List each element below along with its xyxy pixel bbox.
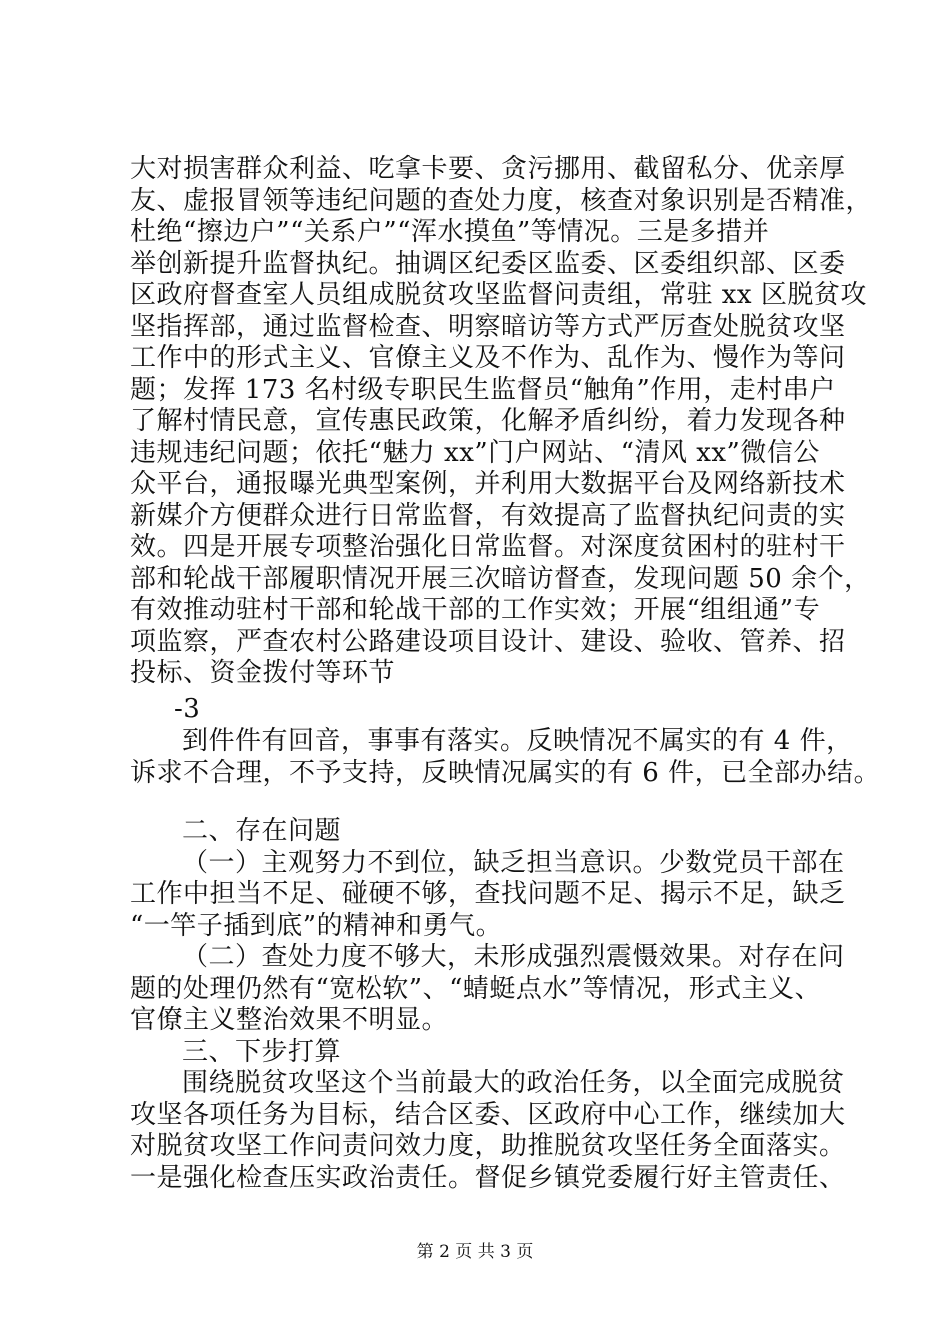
text-line: 坚指挥部，通过监督检查、明察暗访等方式严厉查处脱贫攻坚 [130,311,846,342]
text-line: 违规违纪问题；依托“魅力 xx”门户网站、“清风 xx”微信公 [130,437,820,468]
text-line: “一竿子插到底”的精神和勇气。 [130,910,503,941]
page-marker-block [130,694,850,726]
text-line: 围绕脱贫攻坚这个当前最大的政治任务，以全面完成脱贫 [182,1068,845,1098]
section-problems [130,816,850,1194]
page-marker: -3 [174,694,201,724]
text-line: 诉求不合理，不予支持，反映情况属实的有 6 件，已全部办结。 [130,757,881,788]
text-line: 众平台，通报曝光典型案例，并利用大数据平台及网络新技术 [130,469,846,499]
text-line: （一）主观努力不到位，缺乏担当意识。少数党员干部在 [182,847,845,878]
text-line: 友、虚报冒领等违纪问题的查处力度，核查对象识别是否精准， [130,185,873,216]
text-line: 效。四是开展专项整治强化日常监督。对深度贫困村的驻村干 [130,532,846,562]
text-line: 官僚主义整治效果不明显。 [130,1005,449,1035]
paragraph-continuation [130,154,873,690]
text-line: 工作中担当不足、碰硬不够，查找问题不足、揭示不足，缺乏 [130,879,846,909]
text-line: 项监察，严查农村公路建设项目设计、建设、验收、管养、招 [130,626,846,657]
paragraph-resolution [130,726,881,789]
page-footer: 第 2 页 共 3 页 [416,1242,534,1262]
text-line: 一是强化检查压实政治责任。督促乡镇党委履行好主管责任、 [130,1162,846,1193]
text-line: 杜绝“擦边户”“关系户”“浑水摸鱼”等情况。三是多措并 [130,217,770,247]
text-line: 到件件有回音，事事有落实。反映情况不属实的有 4 件， [182,726,853,756]
section-heading: 二、存在问题 [182,816,342,846]
text-line: 新媒介方便群众进行日常监督，有效提高了监督执纪问责的实 [130,500,846,531]
text-line: 对脱贫攻坚工作问责问效力度，助推脱贫攻坚任务全面落实。 [130,1131,846,1161]
text-line: 有效推动驻村干部和轮战干部的工作实效；开展“组组通”专 [130,595,821,625]
text-line: 攻坚各项任务为目标，结合区委、区政府中心工作，继续加大 [130,1099,846,1130]
text-line: 部和轮战干部履职情况开展三次暗访督查，发现问题 50 余个， [130,563,871,594]
text-line: 举创新提升监督执纪。抽调区纪委区监委、区委组织部、区委 [130,248,846,279]
text-line: 题的处理仍然有“宽松软”、“蜻蜓点水”等情况，形式主义、 [130,973,822,1004]
text-line: 题；发挥 173 名村级专职民生监督员“触角”作用，走村串户 [130,374,836,405]
text-line: 投标、资金拨付等环节 [130,658,396,688]
text-line: （二）查处力度不够大，未形成强烈震慑效果。对存在问 [182,942,845,972]
text-line: 大对损害群众利益、吃拿卡要、贪污挪用、截留私分、优亲厚 [130,154,846,184]
section-heading: 三、下步打算 [182,1036,342,1067]
text-line: 了解村情民意，宣传惠民政策，化解矛盾纠纷，着力发现各种 [130,406,846,436]
text-line: 工作中的形式主义、官僚主义及不作为、乱作为、慢作为等问 [130,343,846,373]
text-line: 区政府督查室人员组成脱贫攻坚监督问责组，常驻 xx 区脱贫攻 [130,280,867,310]
